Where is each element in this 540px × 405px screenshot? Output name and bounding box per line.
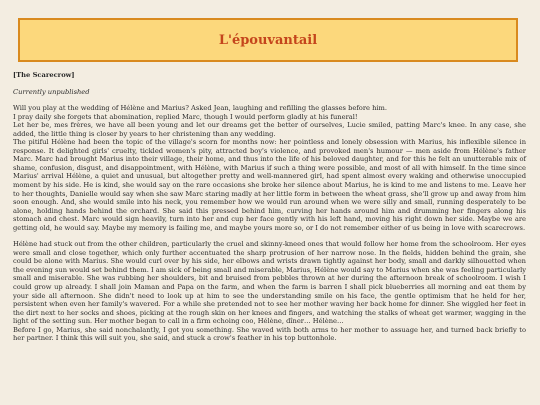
title-banner [18,18,518,62]
publication-status: Currently unpublished [13,87,90,96]
document-body [13,71,526,343]
first-passage [13,104,526,232]
paragraph: Before I go, Marius, she said nonchalantly, I got you something. She waved with both arms to her mother to assuage her, and turned back briefly to her partner. I think this will suit you, she said, and stuck a crow's feather in his top buttonhole. [13,325,526,343]
paragraph: Will you play at the wedding of Hélène and Marius? Asked Jean, laughing and refilling the glasses before him. [13,104,388,113]
document-title: L'épouvantail [218,32,318,48]
second-passage [13,240,526,343]
paragraph-gap [13,232,526,240]
paragraph: Hélène had stuck out from the other children, particularly the cruel and skinny-kneed ones that would follow her home from the schoolroom. Her eyes were small and close together, which only further accentuated the sharp protrusion of her narrow nose. In the fields, hidden behind the grain, she could be alone with Marius. She would curl over by his side, her elbows and wrists drawn tightly against her body, small and darkly silhouetted when the evening sun would set behind them. I am sick of being small and miserable, Marius, Hélène would say to Marius when she was feeling particularly small and miserable. She was rubbing her shoulders, bit and bruised from pebbles thrown at her during the afternoon break of schoolroom. I wish I could grow up already. I shall join Maman and Papa on the farm, and when the farm is barren I shall pick blueberries all morning and eat them by your side all afternoon. She didn't need to look up at him to see the understanding smile on his face, the gentle optimism that he held for her, persistent when even her family's wavered. For a while she pretended not to see her mother waving her back home for dinner. She wiggled her feet in the dirt next to her socks and shoes, picking at the rough skin on her knees and fingers, and watching the stalks of wheat get warmer, wagging in the light of the setting sun. Her mother began to call in a firm echoing coo, Hélène, dîner… Hélène… [13,240,526,326]
paragraph: I pray daily she forgets that abomination, replied Marc, though I would perform gladly at his funeral! [13,112,358,121]
section-label: [The Scarecrow] [13,71,75,79]
paragraph: Let her be, mes frères, we have all been young and let our dreams get the better of ourselves, Lucie smiled, patting Marc's knee. In any case, she added, the little thing is closer by years to her christening than any wedding. [13,121,526,138]
paragraph: The pitiful Hélène had been the topic of the village's scorn for months now: her pointless and lonely obsession with Marius, his inflexible silence in response. It delighted girls' cruelty, tickled women's pity, attracted boy's violence, and provoked men's humour — men aside from Hélène's father Marc. Marc had brought Marius into their village, their home, and thus into the life of his beloved daughter, and for this he felt an unutterable mix of shame, confusion, disgust, and disappointment, with Hélène, with Marius if such a thing were possible, and most of all with himself. In the time since Marius' arrival Hélène, a quiet and unusual, but altogether pretty and well-mannered girl, had spent almost every waking and otherwise unoccupied moment by his side. He is kind, she would say on the rare occasions she broke her silence about Marius, he is kind to me and listens to me. Leave her to her thoughts, Danielle would say when she saw Marc staring madly at her little form in between the wheat grass, she'll grow up and away from him soon enough. And, she would smile into his neck, you remember how we would run around when we were silly and small, running desperately to be alone, holding hands behind the orchard. She said this pressed behind him, curving her hands around him and drumming her fingers along his stomach and chest. Marc would sign heavily, turn into her and cup her face gently with his left hand, moving his right down her side. Maybe we are getting old, he would say. Maybe my memory is failing me, and maybe yours more so, or I do not remember either of us being in love with scarecrows. [13,138,526,232]
